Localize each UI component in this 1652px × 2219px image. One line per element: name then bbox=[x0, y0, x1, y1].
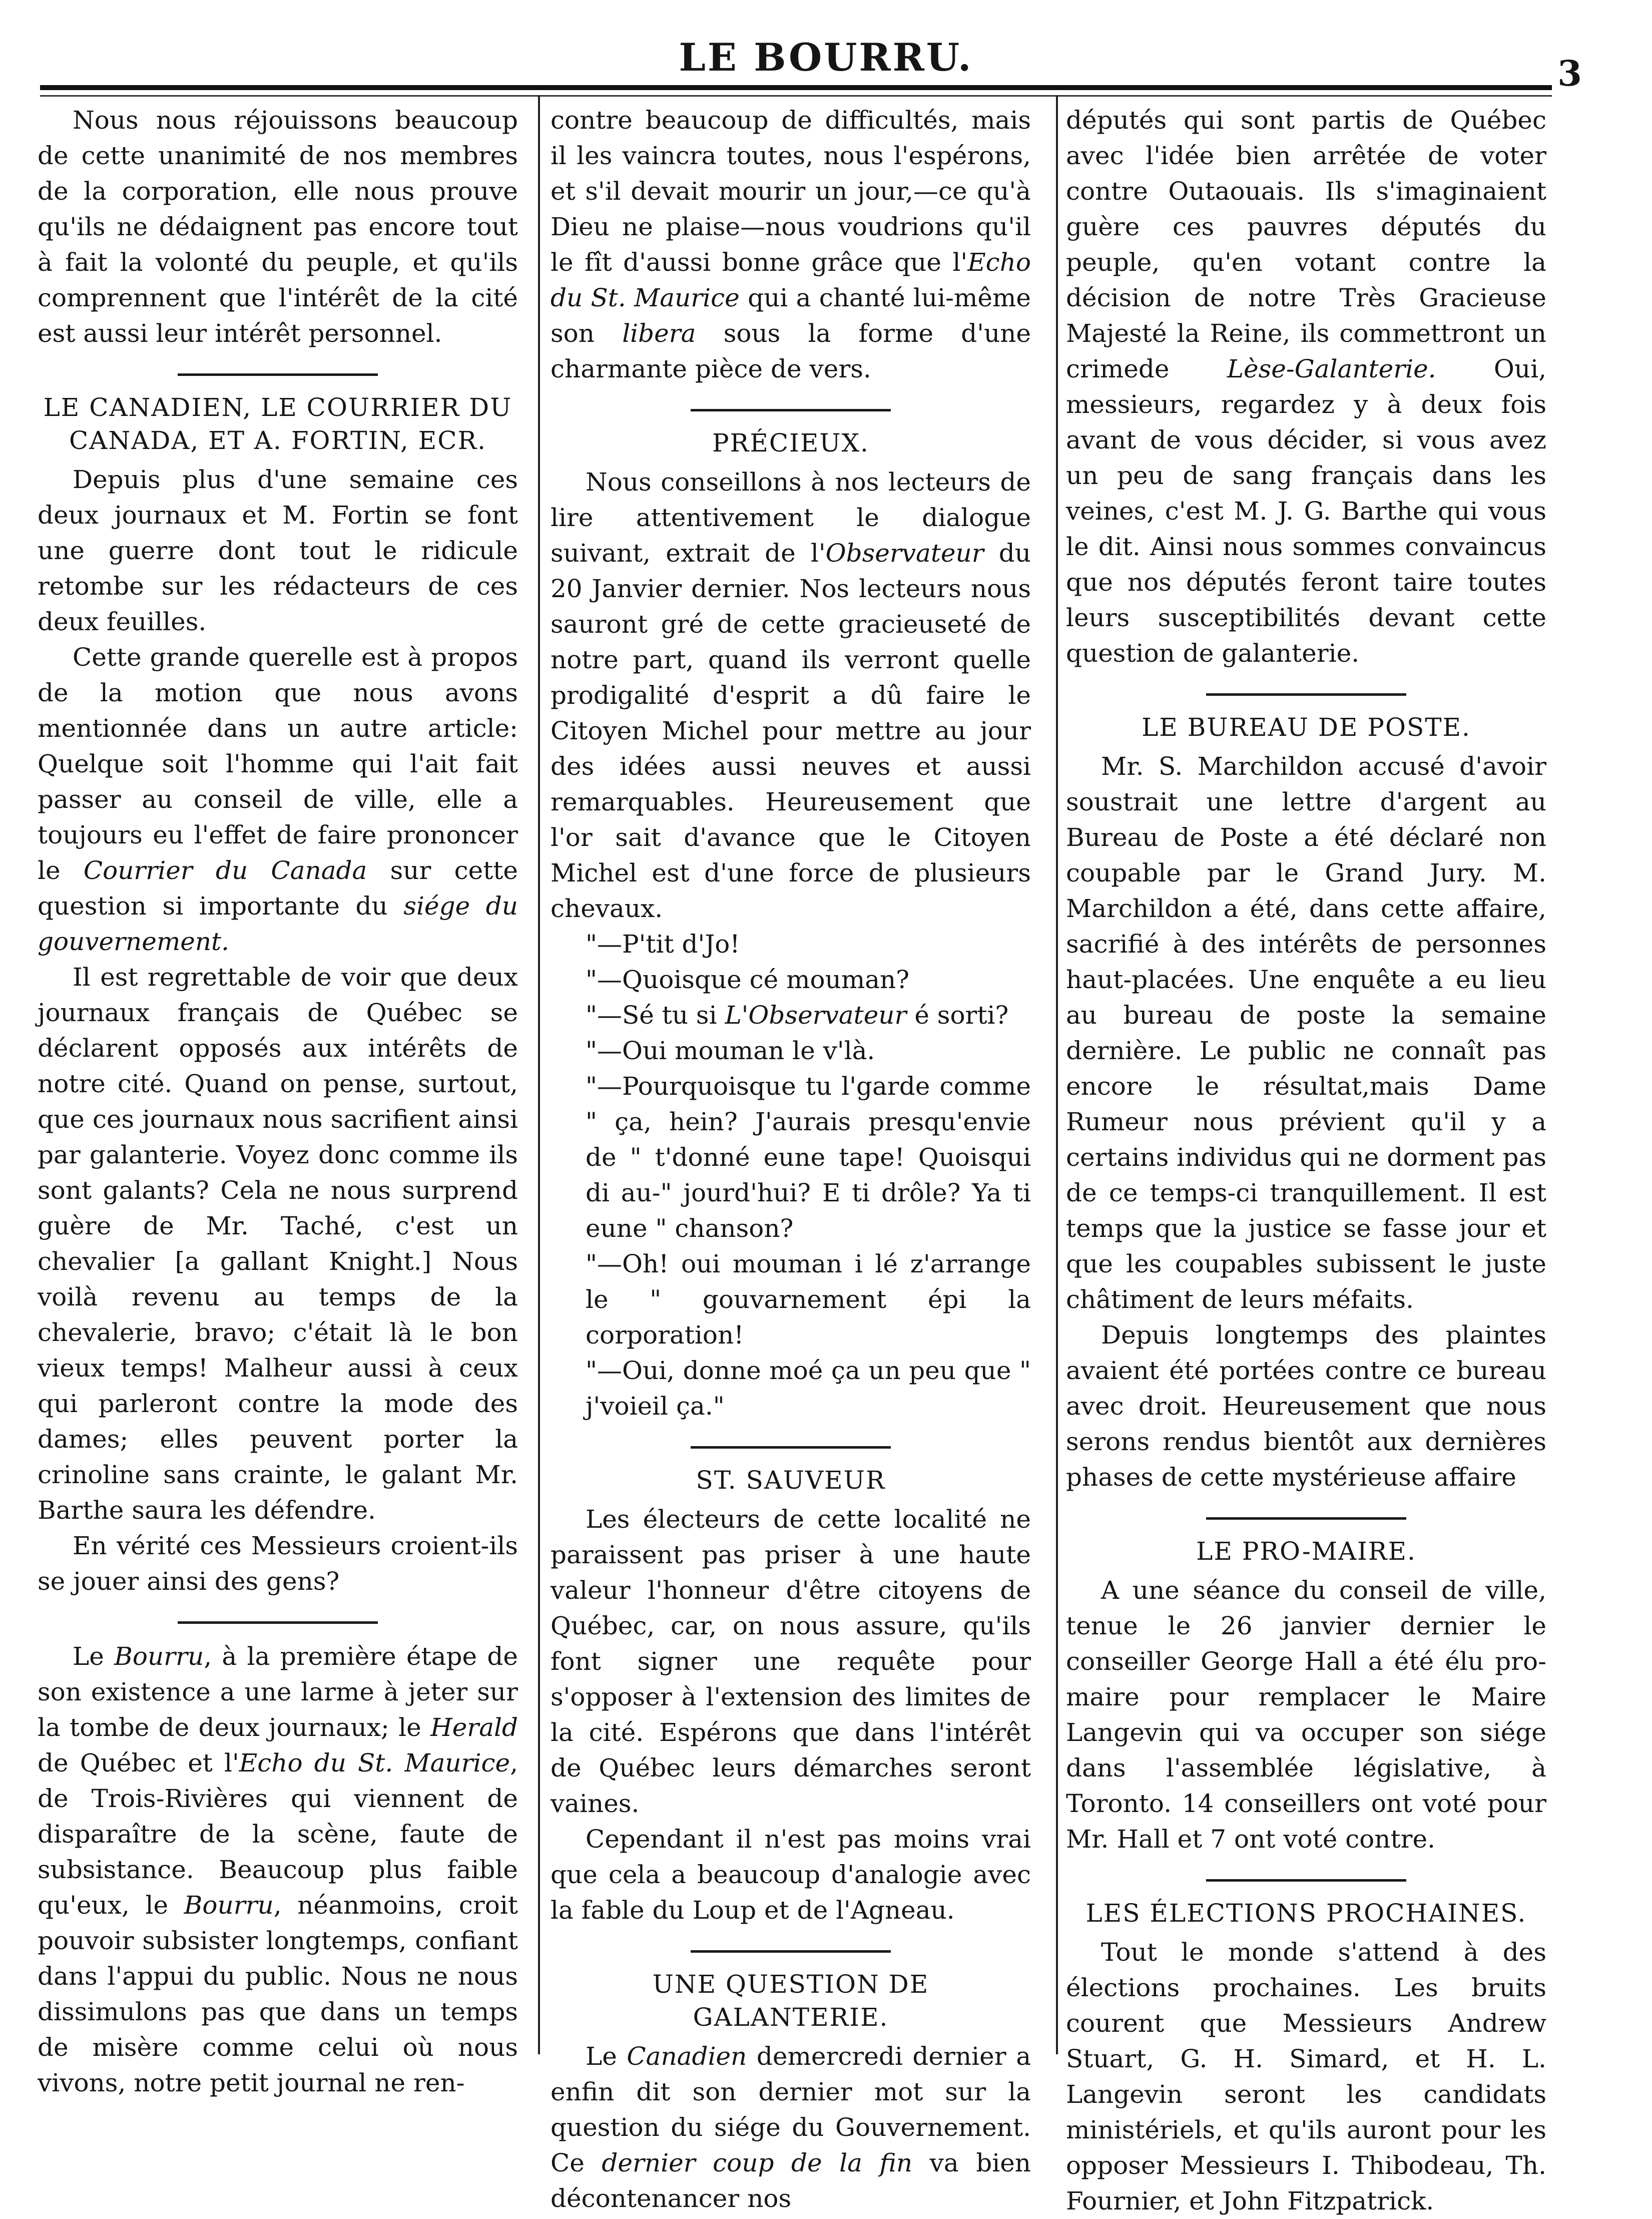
headline-galanterie: UNE QUESTION DE GALANTERIE. bbox=[652, 1970, 929, 2032]
section-separator bbox=[178, 373, 378, 376]
article-paragraph: Les électeurs de cette localité ne paraissent pas priser à une haute valeur l'honneur d'être citoyens de Québec, car, on nous assure, qu'ils font signer une requête pour s'opposer à l'extension des limites de la cité. Espérons que dans l'intérêt de Québec leurs démarches seront vaines. bbox=[550, 1505, 1031, 1818]
dialogue-line: "—Pourquoisque tu l'garde comme " ça, hein? J'aurais presqu'envie de " t'donné eune tape! Quoisqui di au-" jourd'hui? E ti drôle? Ya ti eune " chanson? bbox=[586, 1072, 1031, 1243]
article-paragraph: En vérité ces Messieurs croient-ils se jouer ainsi des gens? bbox=[38, 1531, 518, 1596]
section-separator bbox=[691, 409, 891, 411]
column-divider-2 bbox=[1056, 95, 1058, 2054]
dialogue-line: "—Oh! oui mouman i lé z'arrange le " gouvarnement épi la corporation! bbox=[586, 1249, 1031, 1350]
article-paragraph: Tout le monde s'attend à des élections prochaines. Les bruits courent que Messieurs Andrew Stuart, G. H. Simard, et H. L. Langevin seront les candidats ministériels, et qu'ils auront pour les opposer Messieurs I. Thibodeau, Th. Fournier, et John Fitzpatrick. bbox=[1066, 1938, 1546, 2215]
article-paragraph: Depuis longtemps des plaintes avaient été portées contre ce bureau avec droit. Heureusement que nous serons rendus bientôt aux dernières phases de cette mystérieuse affaire bbox=[1066, 1320, 1546, 1492]
section-separator bbox=[178, 1621, 378, 1624]
section-separator bbox=[1206, 1879, 1406, 1882]
article-paragraph: Cette grande querelle est à propos de la motion que nous avons mentionnée dans un autre article: Quelque soit l'homme qui l'ait fait passer au conseil de ville, elle a toujours eu l'effet de faire prononcer le Courrier du Canada sur cette question si importante du siége du gouvernement. bbox=[38, 643, 518, 956]
column-3 bbox=[1066, 103, 1546, 2219]
headline-canadien: LE CANADIEN, LE COURRIER DU CANADA, ET A. FORTIN, ECR. bbox=[43, 393, 512, 455]
column-2 bbox=[550, 103, 1031, 2216]
article-paragraph: Cependant il n'est pas moins vrai que cela a beaucoup d'analogie avec la fable du Loup et de l'Agneau. bbox=[550, 1825, 1031, 1925]
article-paragraph: Depuis plus d'une semaine ces deux journaux et M. Fortin se font une guerre dont tout le ridicule retombe sur les rédacteurs de ces deux feuilles. bbox=[38, 465, 518, 636]
article-paragraph: Nous nous réjouissons beaucoup de cette unanimité de nos membres de la corporation, elle nous prouve qu'ils ne dédaignent pas encore tout à fait la volonté du peuple, et qu'ils comprennent que l'intérêt de la cité est aussi leur intérêt personnel. bbox=[38, 106, 518, 348]
masthead-title: LE BOURRU. bbox=[679, 35, 973, 80]
section-separator bbox=[1206, 693, 1406, 696]
headline-precieux: PRÉCIEUX. bbox=[712, 428, 869, 458]
article-paragraph: A une séance du conseil de ville, tenue le 26 janvier dernier le conseiller George Hall a été élu pro-maire pour remplacer le Maire Langevin qui va occuper son siége dans l'assemblée législative, à Toronto. 14 conseillers ont voté pour Mr. Hall et 7 ont voté contre. bbox=[1066, 1576, 1546, 1854]
dialogue-line: "—Oui, donne moé ça un peu que " j'voieil ça." bbox=[586, 1356, 1031, 1421]
page-number: 3 bbox=[1557, 53, 1582, 94]
dialogue-line: "—P'tit d'Jo! bbox=[586, 930, 740, 959]
section-separator bbox=[691, 1950, 891, 1953]
article-paragraph: Mr. S. Marchildon accusé d'avoir soustrait une lettre d'argent au Bureau de Poste a été déclaré non coupable par le Grand Jury. M. Marchildon a été, dans cette affaire, sacrifié à des intérêts de personnes haut-placées. Une enquête a eu lieu au bureau de poste la semaine dernière. Le public ne connaît pas encore le résultat,mais Dame Rumeur nous prévient qu'il y a certains individus qui ne dorment pas de ce temps-ci tranquillement. Il est temps que la justice se fasse jour et que les coupables subissent le juste châtiment de leurs méfaits. bbox=[1066, 752, 1546, 1314]
headline-bureau-de-poste: LE BUREAU DE POSTE. bbox=[1142, 713, 1471, 742]
section-separator bbox=[1206, 1517, 1406, 1520]
headline-st-sauveur: ST. SAUVEUR bbox=[696, 1466, 886, 1495]
column-divider-1 bbox=[538, 95, 540, 2054]
section-separator bbox=[691, 1446, 891, 1449]
article-paragraph: contre beaucoup de difficultés, mais il les vaincra toutes, nous l'espérons, et s'il devait mourir un jour,—ce qu'à Dieu ne plaise—nous voudrions qu'il le fît d'aussi bonne grâce que l'Echo du St. Maurice qui a chanté lui-même son libera sous la forme d'une charmante pièce de vers. bbox=[550, 106, 1031, 383]
article-paragraph: députés qui sont partis de Québec avec l'idée bien arrêtée de voter contre Outaouais. Ils s'imaginaient guère ces pauvres députés du peuple, qu'en votant contre la décision de notre Très Gracieuse Majesté la Reine, ils commettront un crimede Lèse-Galanterie. Oui, messieurs, regardez y à deux fois avant de vous décider, si vous avez un peu de sang français dans les veines, c'est M. J. G. Barthe qui vous le dit. Ainsi nous sommes convaincus que nos députés feront taire toutes leurs susceptibilités devant cette question de galanterie. bbox=[1066, 106, 1546, 668]
header-rule-thin bbox=[40, 95, 1552, 97]
header-rule bbox=[40, 85, 1552, 90]
headline-elections: LES ÉLECTIONS PROCHAINES. bbox=[1085, 1899, 1527, 1928]
headline-pro-maire: LE PRO-MAIRE. bbox=[1196, 1537, 1416, 1566]
article-paragraph: Le Canadien demercredi dernier a enfin dit son dernier mot sur la question du siége du Gouvernement. Ce dernier coup de la fin va bien décontenancer nos bbox=[550, 2042, 1031, 2213]
article-paragraph: Le Bourru, à la première étape de son existence a une larme à jeter sur la tombe de deux journaux; le Herald de Québec et l'Echo du St. Maurice, de Trois-Rivières qui viennent de disparaître de la scène, faute de subsistance. Beaucoup plus faible qu'eux, le Bourru, néanmoins, croit pouvoir subsister longtemps, confiant dans l'appui du public. Nous ne nous dissimulons pas que dans un temps de misère comme celui où nous vivons, notre petit journal ne ren- bbox=[38, 1642, 518, 2097]
dialogue-line: "—Quoisque cé mouman? bbox=[586, 965, 910, 994]
dialogue-line: "—Oui mouman le v'là. bbox=[586, 1036, 875, 1065]
column-1 bbox=[38, 103, 518, 2101]
dialogue-line: "—Sé tu si L'Observateur é sorti? bbox=[586, 1001, 1009, 1030]
article-paragraph: Il est regrettable de voir que deux journaux français de Québec se déclarent opposés aux intérêts de notre cité. Quand on pense, surtout, que ces journaux nous sacrifient ainsi par galanterie. Voyez donc comme ils sont galants? Cela ne nous surprend guère de Mr. Taché, c'est un chevalier [a gallant Knight.] Nous voilà revenu au temps de la chevalerie, bravo; c'était là le bon vieux temps! Malheur aussi à ceux qui parleront contre la mode des dames; elles peuvent porter la crinoline sans crainte, le galant Mr. Barthe saura les défendre. bbox=[38, 963, 518, 1525]
article-paragraph: Nous conseillons à nos lecteurs de lire attentivement le dialogue suivant, extrait de l'Observateur du 20 Janvier dernier. Nos lecteurs nous sauront gré de cette gracieuseté de notre part, quand ils verront quelle prodigalité d'esprit a dû faire le Citoyen Michel pour mettre au jour des idées aussi neuves et aussi remarquables. Heureusement que l'or sait d'avance que le Citoyen Michel est d'une force de plusieurs chevaux. bbox=[550, 468, 1031, 923]
